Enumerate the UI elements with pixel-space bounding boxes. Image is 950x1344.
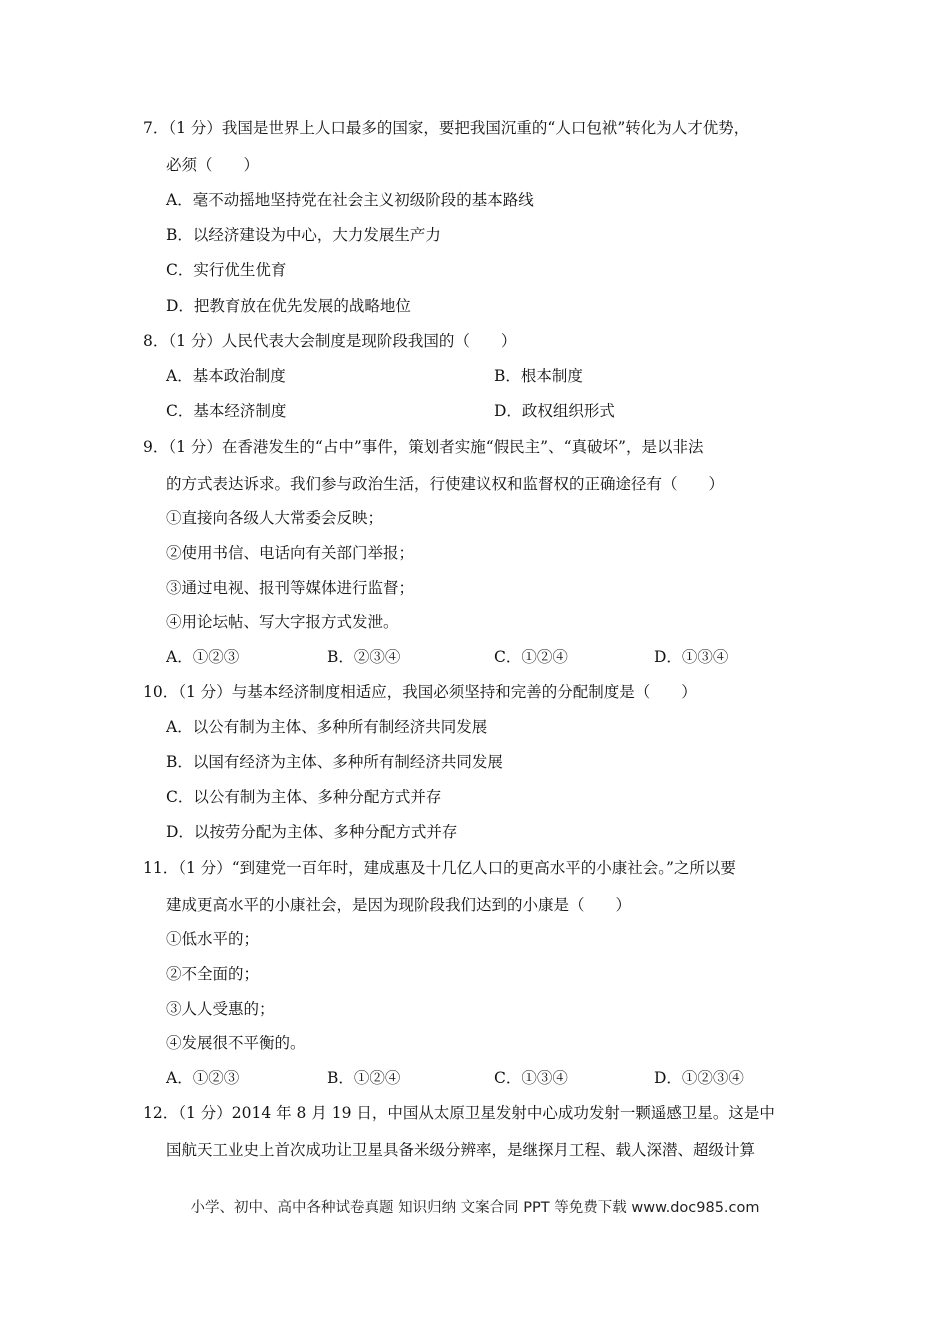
question-10-stem: 10．（1 分）与基本经济制度相适应，我国必须坚持和完善的分配制度是（ ）	[143, 683, 697, 701]
question-9-stem: 9．（1 分）在香港发生的“占中”事件，策划者实施“假民主”、“真破坏”，是以非法	[143, 438, 704, 456]
question-8-option-d: D．政权组织形式	[494, 402, 615, 420]
question-8-option-c: C．基本经济制度	[166, 402, 287, 420]
question-10-option-b: B．以国有经济为主体、多种所有制经济共同发展	[166, 753, 503, 771]
question-11-stem-cont: 建成更高水平的小康社会，是因为现阶段我们达到的小康是（ ）	[166, 896, 632, 914]
question-10-option-d: D．以按劳分配为主体、多种分配方式并存	[166, 823, 458, 841]
question-11-item-1: ①低水平的；	[166, 930, 260, 948]
question-8-stem: 8．（1 分）人民代表大会制度是现阶段我国的（ ）	[143, 332, 517, 350]
page-footer: 小学、初中、高中各种试卷真题 知识归纳 文案合同 PPT 等免费下载 www.doc985.com	[190, 1200, 760, 1216]
question-11-option-a: A．①②③	[166, 1069, 240, 1087]
question-11-item-3: ③人人受惠的；	[166, 1000, 275, 1018]
question-8-option-b: B．根本制度	[494, 367, 583, 385]
question-7-option-c: C．实行优生优育	[166, 261, 287, 279]
question-10-option-c: C．以公有制为主体、多种分配方式并存	[166, 788, 442, 806]
question-9-item-2: ②使用书信、电话向有关部门举报；	[166, 544, 415, 562]
question-7-stem-cont: 必须（ ）	[166, 156, 260, 174]
question-7-stem: 7．（1 分）我国是世界上人口最多的国家，要把我国沉重的“人口包袱”转化为人才优势，	[143, 119, 750, 137]
question-9-option-c: C．①②④	[494, 648, 568, 666]
question-7-option-b: B．以经济建设为中心，大力发展生产力	[166, 226, 441, 244]
question-10-option-a: A．以公有制为主体、多种所有制经济共同发展	[166, 718, 488, 736]
question-9-stem-cont: 的方式表达诉求。我们参与政治生活，行使建议权和监督权的正确途径有（ ）	[166, 475, 725, 493]
question-11-option-b: B．①②④	[327, 1069, 401, 1087]
question-9-item-3: ③通过电视、报刊等媒体进行监督；	[166, 579, 415, 597]
question-11-option-d: D．①②③④	[654, 1069, 744, 1087]
question-7-option-a: A．毫不动摇地坚持党在社会主义初级阶段的基本路线	[166, 191, 534, 209]
question-8-option-a: A．基本政治制度	[166, 367, 286, 385]
question-9-item-1: ①直接向各级人大常委会反映；	[166, 509, 384, 527]
question-9-item-4: ④用论坛帖、写大字报方式发泄。	[166, 613, 399, 631]
question-11-stem: 11．（1 分）“到建党一百年时，建成惠及十几亿人口的更高水平的小康社会。”之所以要	[143, 859, 736, 877]
question-9-option-d: D．①③④	[654, 648, 729, 666]
question-7-option-d: D．把教育放在优先发展的战略地位	[166, 297, 411, 315]
question-11-item-4: ④发展很不平衡的。	[166, 1034, 306, 1052]
question-9-option-b: B．②③④	[327, 648, 401, 666]
question-12-stem-cont: 国航天工业史上首次成功让卫星具备米级分辨率，是继探月工程、载人深潜、超级计算	[166, 1141, 756, 1159]
question-11-option-c: C．①③④	[494, 1069, 568, 1087]
question-11-item-2: ②不全面的；	[166, 965, 260, 983]
question-9-option-a: A．①②③	[166, 648, 240, 666]
question-12-stem: 12．（1 分）2014 年 8 月 19 日，中国从太原卫星发射中心成功发射一颗遥感卫星。这是中	[143, 1104, 775, 1122]
